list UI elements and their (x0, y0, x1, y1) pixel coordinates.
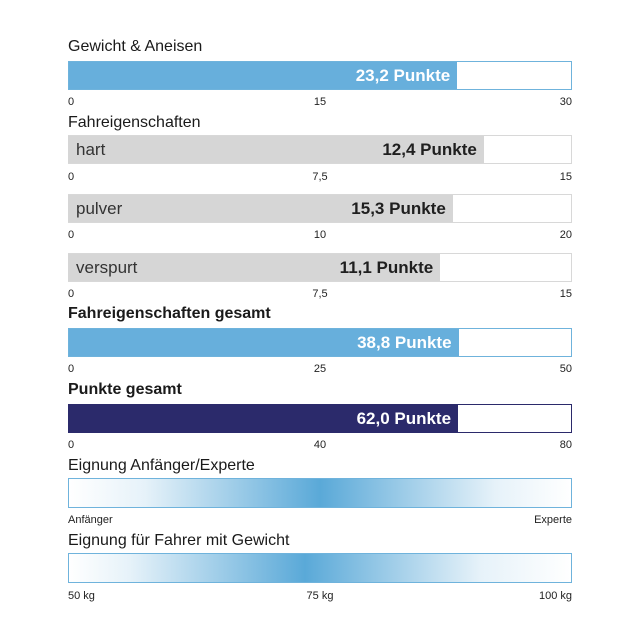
category-label-pulver: pulver (76, 198, 123, 218)
tick-label: 0 (68, 439, 75, 451)
tick-label: 15 (313, 96, 327, 108)
scale-label: 75 kg (306, 590, 334, 602)
value-label-fahreigenschaften-gesamt: 38,8 Punkte (357, 332, 452, 352)
value-label-hart: 12,4 Punkte (382, 139, 477, 159)
tick-label: 7,5 (312, 288, 328, 300)
tick-label: 15 (559, 288, 572, 300)
scale-label: 50 kg (68, 590, 95, 602)
tick-label: 0 (68, 229, 75, 241)
tick-label: 50 (559, 363, 572, 375)
tick-label: 0 (68, 363, 75, 375)
tick-label: 0 (68, 96, 75, 108)
tick-label: 40 (313, 439, 327, 451)
scale-label: Anfänger (68, 514, 113, 526)
tick-label: 20 (559, 229, 572, 241)
category-label-hart: hart (76, 139, 106, 159)
tick-label: 10 (313, 229, 327, 241)
bar-frame-fahreigenschaften-gesamt (68, 328, 572, 357)
value-label-punkte-gesamt: 62,0 Punkte (356, 408, 452, 428)
chart-title-gewicht: Gewicht & Aneisen (68, 38, 203, 55)
scale-label: Experte (534, 514, 572, 526)
bar-frame-verspurt (68, 253, 572, 282)
bar-frame-gewicht (68, 61, 572, 90)
bar-frame-punkte-gesamt (68, 404, 572, 433)
bar-frame-pulver (68, 194, 572, 223)
value-label-pulver: 15,3 Punkte (351, 198, 446, 218)
value-label-gewicht: 23,2 Punkte (355, 65, 451, 85)
chart-title-fahreigenschaften: Fahreigenschaften (68, 114, 201, 131)
chart-title-fahreigenschaften-gesamt: Fahreigenschaften gesamt (68, 305, 271, 322)
bar-frame-hart (68, 135, 572, 164)
scale-label: 100 kg (538, 590, 572, 602)
value-label-verspurt: 11,1 Punkte (339, 257, 434, 277)
tick-label: 25 (313, 363, 327, 375)
gradient-scale-gewicht (68, 553, 572, 583)
tick-label: 0 (68, 288, 75, 300)
tick-label: 80 (559, 439, 572, 451)
tick-label: 7,5 (312, 171, 328, 183)
tick-label: 30 (559, 96, 572, 108)
chart-title-eignung-gewicht: Eignung für Fahrer mit Gewicht (68, 532, 290, 549)
category-label-verspurt: verspurt (76, 257, 138, 277)
tick-label: 15 (559, 171, 572, 183)
chart-title-eignung-anfaenger-experte: Eignung Anfänger/Experte (68, 457, 255, 474)
gradient-scale-anfaenger-experte (68, 478, 572, 508)
tick-label: 0 (68, 171, 75, 183)
chart-title-punkte-gesamt: Punkte gesamt (68, 381, 182, 398)
